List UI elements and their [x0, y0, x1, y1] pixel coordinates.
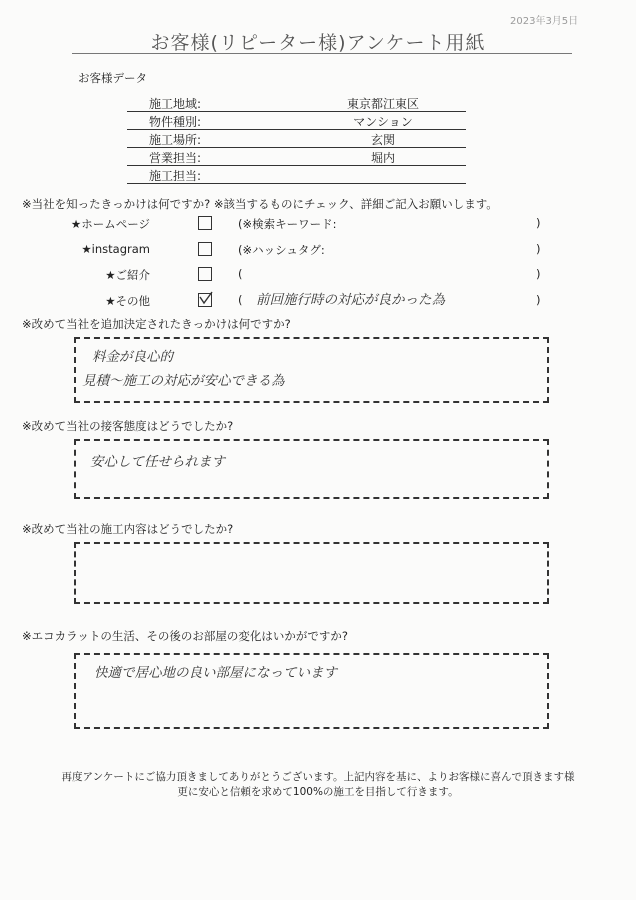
handwritten-answer-line: 安心して任せられます	[90, 454, 225, 470]
customer-row-area	[127, 94, 466, 112]
paren-close: )	[536, 293, 541, 307]
service-question-heading: ※改めて当社の接客態度はどうでしたか?	[22, 419, 234, 433]
customer-row-location	[127, 130, 466, 148]
reason-answer-box[interactable]	[74, 337, 549, 403]
row-label: 施工担当:	[149, 169, 202, 183]
handwritten-answer-line: 快適で居心地の良い部屋になっています	[94, 665, 337, 681]
row-label: 施工地域:	[149, 97, 202, 111]
customer-row-sales-rep	[127, 148, 466, 166]
customer-row-installer	[127, 166, 466, 184]
row-value: 玄関	[370, 133, 395, 147]
source-option-referral-checkbox[interactable]	[198, 267, 212, 281]
source-question-heading: ※当社を知ったきっかけは何ですか? ※該当するものにチェック、詳細ご記入お願いします。	[22, 197, 498, 211]
source-option-homepage-label: ★ホームページ	[70, 217, 150, 231]
source-option-homepage-detail: (※検索キーワード:	[238, 217, 337, 231]
checkmark-icon	[199, 291, 213, 305]
row-label: 営業担当:	[149, 151, 202, 165]
source-option-instagram-detail: (※ハッシュタグ:	[238, 243, 325, 257]
paren-close: )	[536, 267, 541, 281]
row-value: 堀内	[370, 151, 395, 165]
service-answer-box[interactable]	[74, 439, 549, 499]
source-option-instagram-label: ★instagram	[81, 242, 150, 256]
reason-question-heading: ※改めて当社を追加決定されたきっかけは何ですか?	[22, 317, 291, 331]
source-option-other-label: ★その他	[105, 294, 150, 308]
row-value: マンション	[353, 115, 413, 129]
customer-row-property-type	[127, 112, 466, 130]
life-answer-box[interactable]	[74, 653, 549, 729]
source-option-instagram-checkbox[interactable]	[198, 242, 212, 256]
source-option-other-detail: (	[238, 293, 243, 307]
work-answer-box[interactable]	[74, 542, 549, 604]
footer-message-line-1: 再度アンケートにご協力頂きましてありがとうございます。上記内容を基に、よりお客様に喜んで頂きます様	[61, 771, 575, 783]
source-option-other-checkbox[interactable]	[198, 293, 212, 307]
row-value: 東京都江東区	[346, 97, 419, 111]
row-label: 物件種別:	[149, 115, 202, 129]
handwritten-answer-line: 見積〜施工の対応が安心できる為	[82, 373, 285, 389]
row-label: 施工場所:	[149, 133, 202, 147]
customer-data-table	[127, 94, 466, 184]
title-divider	[72, 53, 572, 54]
customer-section-title: お客様データ	[78, 71, 147, 85]
handwritten-other-answer: 前回施行時の対応が良かった為	[256, 292, 445, 308]
source-option-referral-label: ★ご紹介	[105, 268, 150, 282]
paren-close: )	[536, 216, 541, 230]
footer-message-line-2: 更に安心と信頼を求めて100%の施工を目指して行きます。	[177, 786, 459, 798]
life-question-heading: ※エコカラットの生活、その後のお部屋の変化はいかがですか?	[22, 629, 349, 643]
page-title: お客様(リピーター様)アンケート用紙	[150, 32, 486, 54]
source-option-homepage-checkbox[interactable]	[198, 216, 212, 230]
source-option-referral-detail: (	[238, 267, 243, 281]
paren-close: )	[536, 242, 541, 256]
work-question-heading: ※改めて当社の施工内容はどうでしたか?	[22, 522, 234, 536]
handwritten-answer-line: 料金が良心的	[92, 349, 173, 365]
survey-date: 2023年3月5日	[510, 16, 579, 27]
